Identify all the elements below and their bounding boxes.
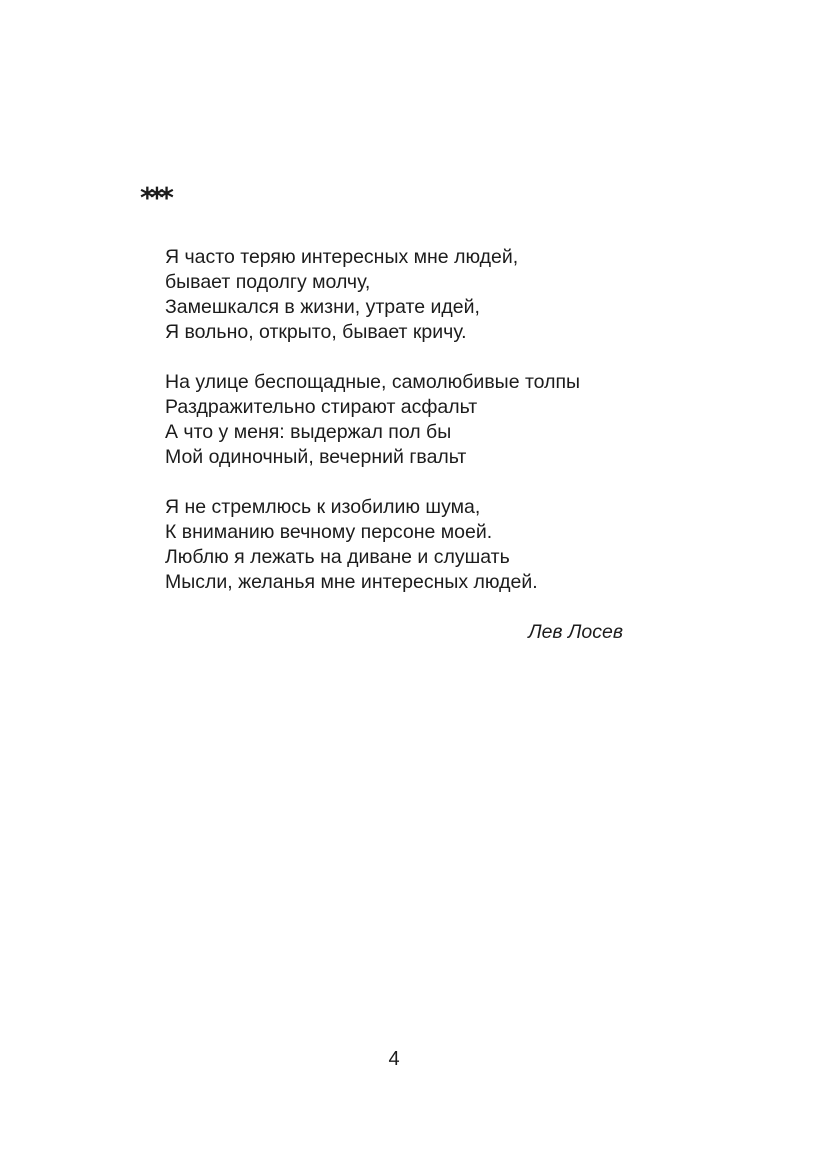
stanza-1 [165,245,623,345]
poem-line: бывает подолгу молчу, [165,271,371,293]
poem-line: Я часто теряю интересных мне людей, [165,246,519,268]
poem-line: Я не стремлюсь к изобилию шума, [165,496,481,518]
poem-line: К вниманию вечному персоне моей. [165,521,493,543]
poem-line: Я вольно, открыто, бывает кричу. [165,321,467,343]
stanza-3 [165,495,623,595]
poem-line: Мысли, желанья мне интересных людей. [165,571,538,593]
poem-author: Лев Лосев [528,621,623,643]
poem-title-marker: *** [140,181,169,214]
poem-line: Люблю я лежать на диване и слушать [165,546,510,568]
stanza-2 [165,370,623,470]
poem-line: Раздражительно стирают асфальт [165,396,478,418]
poem-line: Замешкался в жизни, утрате идей, [165,296,480,318]
page-number: 4 [388,1048,400,1070]
poem [165,245,623,645]
poem-line: На улице беспощадные, самолюбивые толпы [165,371,581,393]
poem-line: А что у меня: выдержал пол бы [165,421,452,443]
poem-line: Мой одиночный, вечерний гвальт [165,446,467,468]
